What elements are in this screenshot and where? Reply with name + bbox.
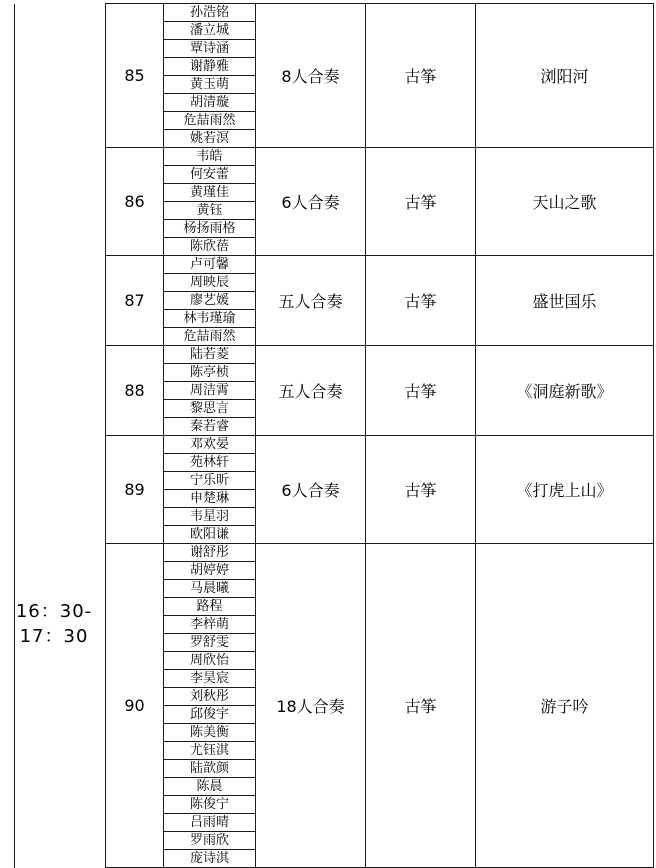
time-slot-cell [15, 4, 106, 868]
instrument: 古筝 [366, 4, 476, 148]
performance-form: 18人合奏 [256, 544, 366, 868]
time-slot-start: 16：30- [15, 600, 93, 622]
table-row [15, 148, 654, 166]
piece-title: 天山之歌 [476, 148, 654, 256]
performer-name: 陈俊宁 [164, 796, 256, 814]
program-number: 90 [106, 544, 164, 868]
performer-name: 覃诗涵 [164, 40, 256, 58]
performer-name: 周洁霄 [164, 382, 256, 400]
performer-name: 黄瑾佳 [164, 184, 256, 202]
performance-form: 6人合奏 [256, 148, 366, 256]
performer-name: 邓欢晏 [164, 436, 256, 454]
instrument: 古筝 [366, 346, 476, 436]
table-row [15, 4, 654, 22]
performer-name: 秦若睿 [164, 418, 256, 436]
performer-name: 陈亭桢 [164, 364, 256, 382]
program-number: 85 [106, 4, 164, 148]
performer-name: 吕雨晴 [164, 814, 256, 832]
performer-name: 韦皓 [164, 148, 256, 166]
performer-name: 危喆雨然 [164, 328, 256, 346]
table-row [15, 544, 654, 562]
piece-title: 盛世国乐 [476, 256, 654, 346]
performer-name: 胡清璇 [164, 94, 256, 112]
schedule-body [15, 4, 654, 868]
performer-name: 罗舒雯 [164, 634, 256, 652]
table-row [15, 436, 654, 454]
instrument: 古筝 [366, 544, 476, 868]
instrument: 古筝 [366, 256, 476, 346]
performer-name: 庞诗淇 [164, 850, 256, 868]
performer-name: 姚若溟 [164, 130, 256, 148]
performance-form: 6人合奏 [256, 436, 366, 544]
instrument: 古筝 [366, 436, 476, 544]
schedule-table [14, 3, 654, 868]
performer-name: 杨扬雨格 [164, 220, 256, 238]
performer-name: 孙浩铭 [164, 4, 256, 22]
performer-name: 苑林轩 [164, 454, 256, 472]
performance-form: 五人合奏 [256, 256, 366, 346]
program-number: 88 [106, 346, 164, 436]
performer-name: 韦星羽 [164, 508, 256, 526]
performer-name: 马晨曦 [164, 580, 256, 598]
piece-title: 《打虎上山》 [476, 436, 654, 544]
performer-name: 欧阳谦 [164, 526, 256, 544]
performer-name: 李梓萌 [164, 616, 256, 634]
instrument: 古筝 [366, 148, 476, 256]
performer-name: 黄玉萌 [164, 76, 256, 94]
performer-name: 陆若菱 [164, 346, 256, 364]
performer-name: 林韦瑾瑜 [164, 310, 256, 328]
performer-name: 黄钰 [164, 202, 256, 220]
performer-name: 周映辰 [164, 274, 256, 292]
performer-name: 陆歆颜 [164, 760, 256, 778]
schedule-sheet [14, 3, 654, 868]
performer-name: 危喆雨然 [164, 112, 256, 130]
program-number: 87 [106, 256, 164, 346]
performer-name: 宁乐昕 [164, 472, 256, 490]
performer-name: 陈晨 [164, 778, 256, 796]
performer-name: 何安蕾 [164, 166, 256, 184]
performer-name: 潘立城 [164, 22, 256, 40]
performer-name: 谢静雅 [164, 58, 256, 76]
performer-name: 廖艺媛 [164, 292, 256, 310]
program-number: 86 [106, 148, 164, 256]
performer-name: 罗雨欣 [164, 832, 256, 850]
performer-name: 黎思言 [164, 400, 256, 418]
performer-name: 申楚琳 [164, 490, 256, 508]
performer-name: 尤钰淇 [164, 742, 256, 760]
time-slot-end: 17：30 [19, 625, 89, 647]
performer-name: 谢舒彤 [164, 544, 256, 562]
performer-name: 周欣怡 [164, 652, 256, 670]
performer-name: 陈美衡 [164, 724, 256, 742]
table-row [15, 346, 654, 364]
performance-form: 8人合奏 [256, 4, 366, 148]
performer-name: 卢可馨 [164, 256, 256, 274]
piece-title: 《洞庭新歌》 [476, 346, 654, 436]
piece-title: 游子吟 [476, 544, 654, 868]
performer-name: 刘秋彤 [164, 688, 256, 706]
performance-form: 五人合奏 [256, 346, 366, 436]
piece-title: 浏阳河 [476, 4, 654, 148]
performer-name: 李昊宸 [164, 670, 256, 688]
performer-name: 路程 [164, 598, 256, 616]
performer-name: 陈欣蓓 [164, 238, 256, 256]
performer-name: 邱俊宇 [164, 706, 256, 724]
time-slot [15, 4, 105, 649]
table-row [15, 256, 654, 274]
program-number: 89 [106, 436, 164, 544]
performer-name: 胡婷婷 [164, 562, 256, 580]
